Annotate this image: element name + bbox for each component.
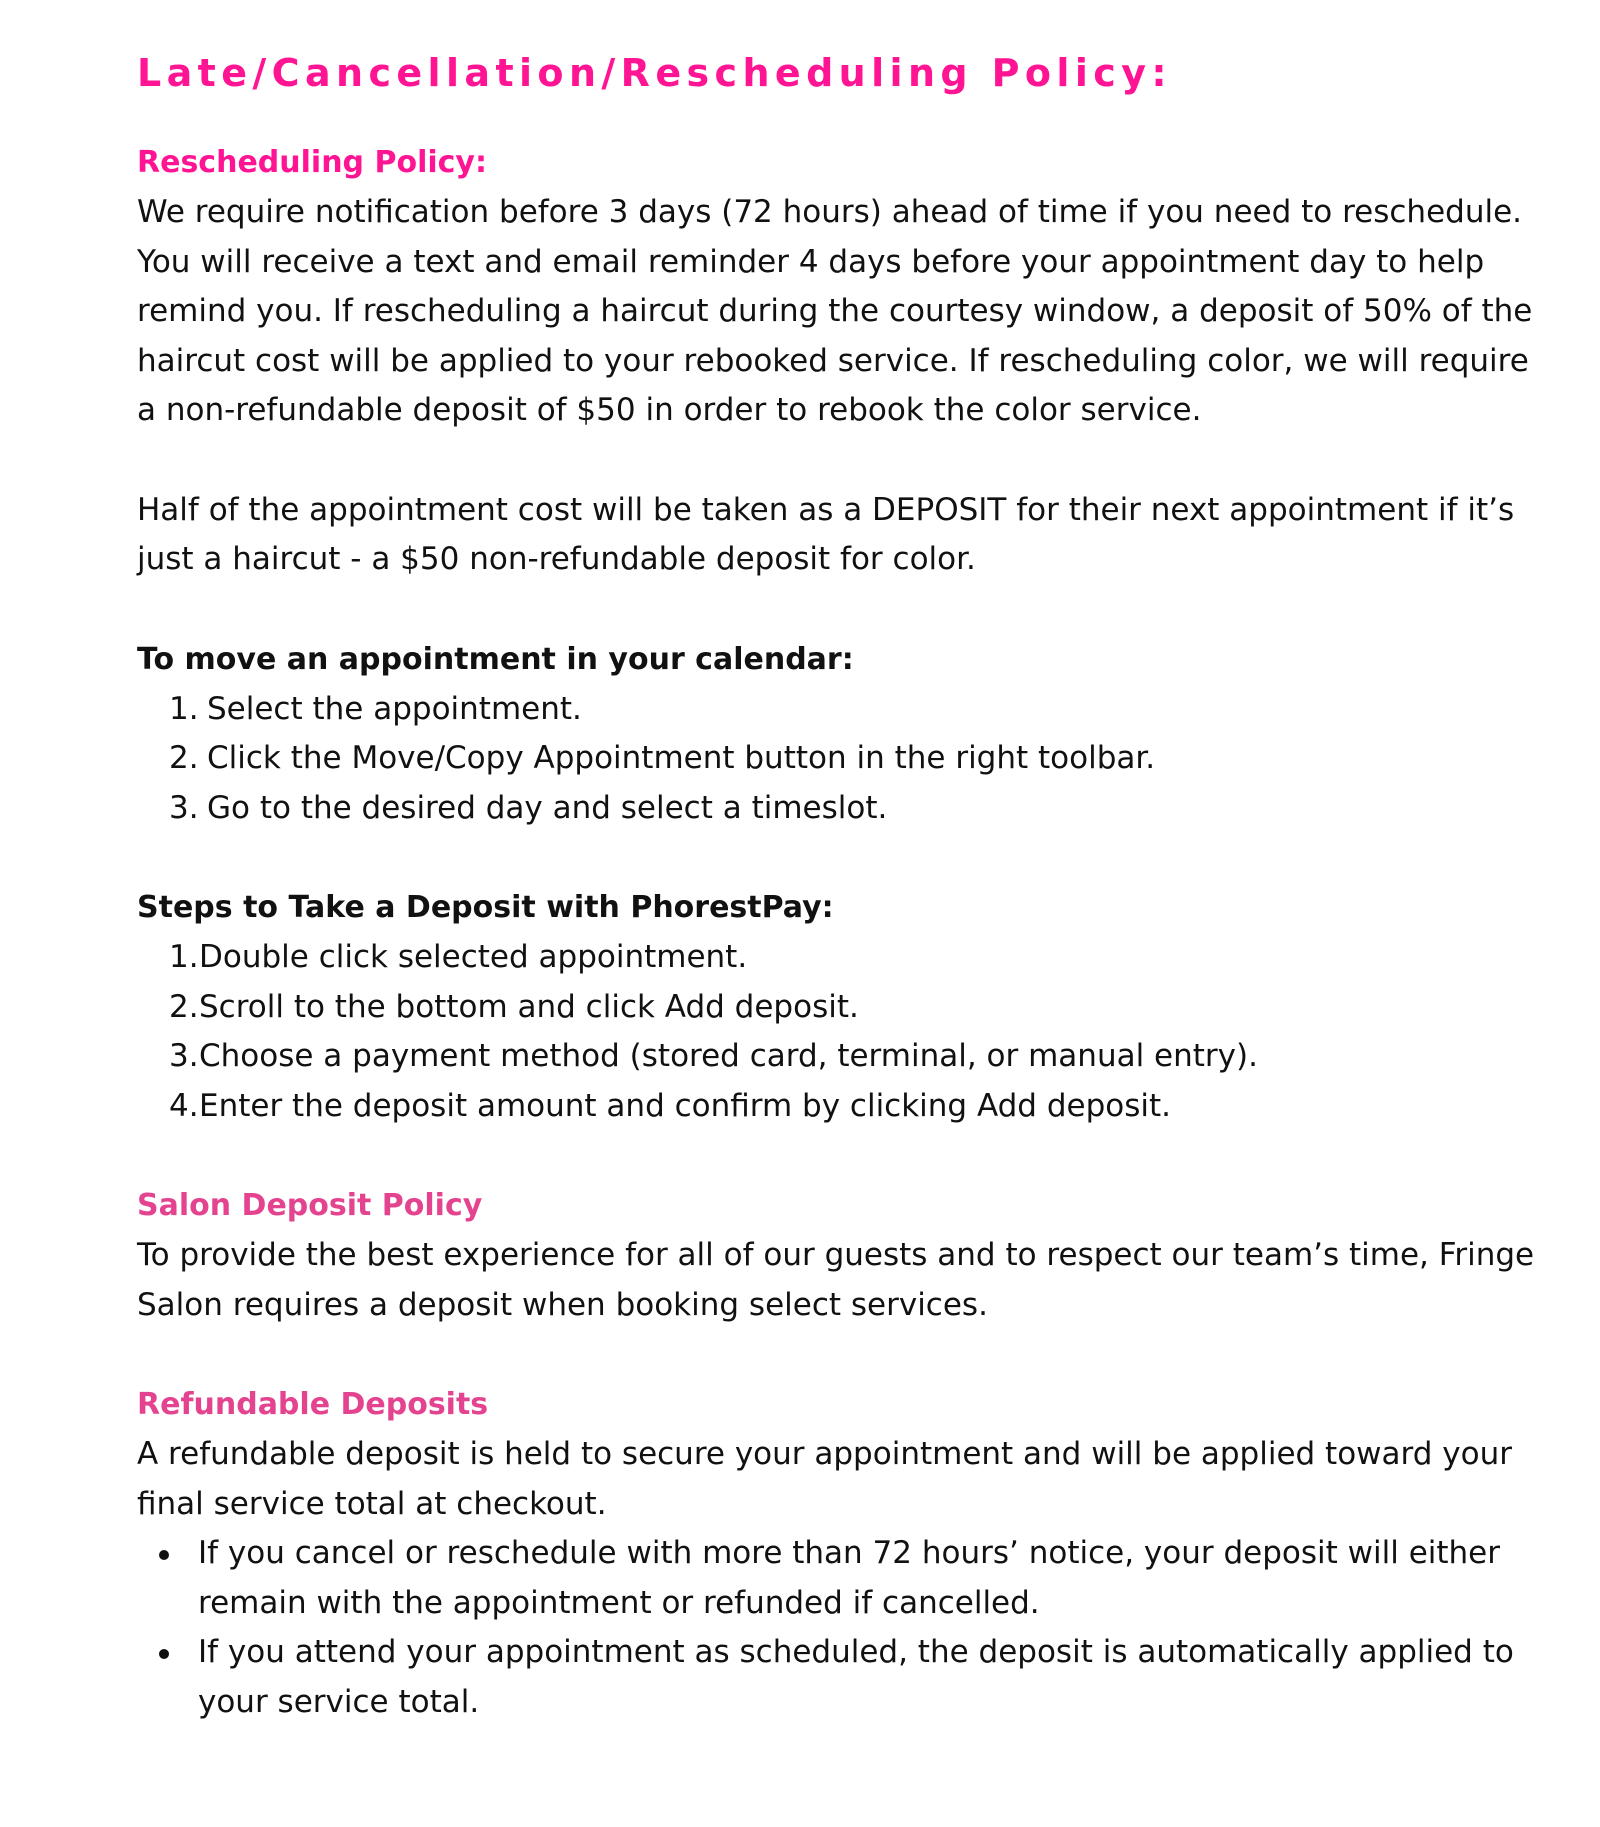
deposit-steps-list <box>137 933 1537 1131</box>
list-item <box>137 1032 1537 1082</box>
list-item <box>137 1628 1537 1727</box>
list-item <box>137 1082 1537 1132</box>
page-title: Late/Cancellation/Rescheduling Policy: <box>137 51 1172 95</box>
bullet-text: If you cancel or reschedule with more than 72 hours’ notice, your deposit will either remain with the appointment or refunded if cancelled. <box>198 1535 1500 1621</box>
step-text: Select the appointment. <box>207 690 582 727</box>
refundable-bullets <box>137 1529 1537 1727</box>
list-item <box>137 685 1537 735</box>
move-appointment-steps <box>137 685 1537 834</box>
list-item <box>137 734 1537 784</box>
step-number: 2. <box>169 988 199 1025</box>
salon-deposit-heading: Salon Deposit Policy <box>137 1188 483 1223</box>
step-text: Choose a payment method (stored card, terminal, or manual entry). <box>199 1038 1258 1074</box>
refundable-paragraph: A refundable deposit is held to secure your appointment and will be applied toward your final service total at checkout. <box>137 1436 1512 1522</box>
salon-deposit-section <box>137 1181 1537 1330</box>
step-number: 2. <box>169 740 199 776</box>
step-text: Go to the desired day and select a timeslot. <box>207 789 888 826</box>
step-number: 4. <box>169 1087 199 1124</box>
refundable-heading: Refundable Deposits <box>137 1387 489 1422</box>
list-item <box>137 983 1537 1033</box>
salon-deposit-paragraph: To provide the best experience for all of our guests and to respect our team’s time, Fringe Salon requires a deposit when booking select services. <box>137 1237 1535 1323</box>
move-appointment-section <box>137 635 1537 834</box>
bullet-icon <box>159 1550 169 1560</box>
step-text: Click the Move/Copy Appointment button in the right toolbar. <box>207 740 1156 776</box>
list-item <box>137 933 1537 983</box>
bullet-text: If you attend your appointment as scheduled, the deposit is automatically applied to your service total. <box>198 1634 1514 1720</box>
bullet-icon <box>159 1649 169 1659</box>
list-item <box>137 1529 1537 1628</box>
step-number: 3. <box>169 1038 199 1074</box>
policy-document <box>137 42 1537 1727</box>
step-number: 1. <box>169 939 199 975</box>
step-number: 1. <box>169 690 199 727</box>
rescheduling-section <box>137 138 1537 585</box>
deposit-note-paragraph: Half of the appointment cost will be taken as a DEPOSIT for their next appointment if it’s just a haircut - a $50 non-refundable deposit for color. <box>137 491 1515 577</box>
rescheduling-paragraph: We require notification before 3 days (72 hours) ahead of time if you need to reschedule. You will receive a text and email reminder 4 days before your appointment day to help remind you. If rescheduling a haircut during the courtesy window, a deposit of 50% of the haircut cost will be applied to your rebooked service. If rescheduling color, we will require a non-refundable deposit of $50 in order to rebook the color service. <box>137 194 1533 428</box>
refundable-section <box>137 1380 1537 1727</box>
deposit-steps-section <box>137 883 1537 1131</box>
step-text: Enter the deposit amount and confirm by clicking Add deposit. <box>199 1087 1172 1124</box>
list-item <box>137 784 1537 834</box>
step-number: 3. <box>169 789 199 826</box>
step-text: Double click selected appointment. <box>199 939 748 975</box>
deposit-steps-heading: Steps to Take a Deposit with PhorestPay: <box>137 890 834 925</box>
step-text: Scroll to the bottom and click Add deposit. <box>199 988 859 1025</box>
rescheduling-heading: Rescheduling Policy: <box>137 145 487 180</box>
move-appointment-heading: To move an appointment in your calendar: <box>137 641 854 677</box>
